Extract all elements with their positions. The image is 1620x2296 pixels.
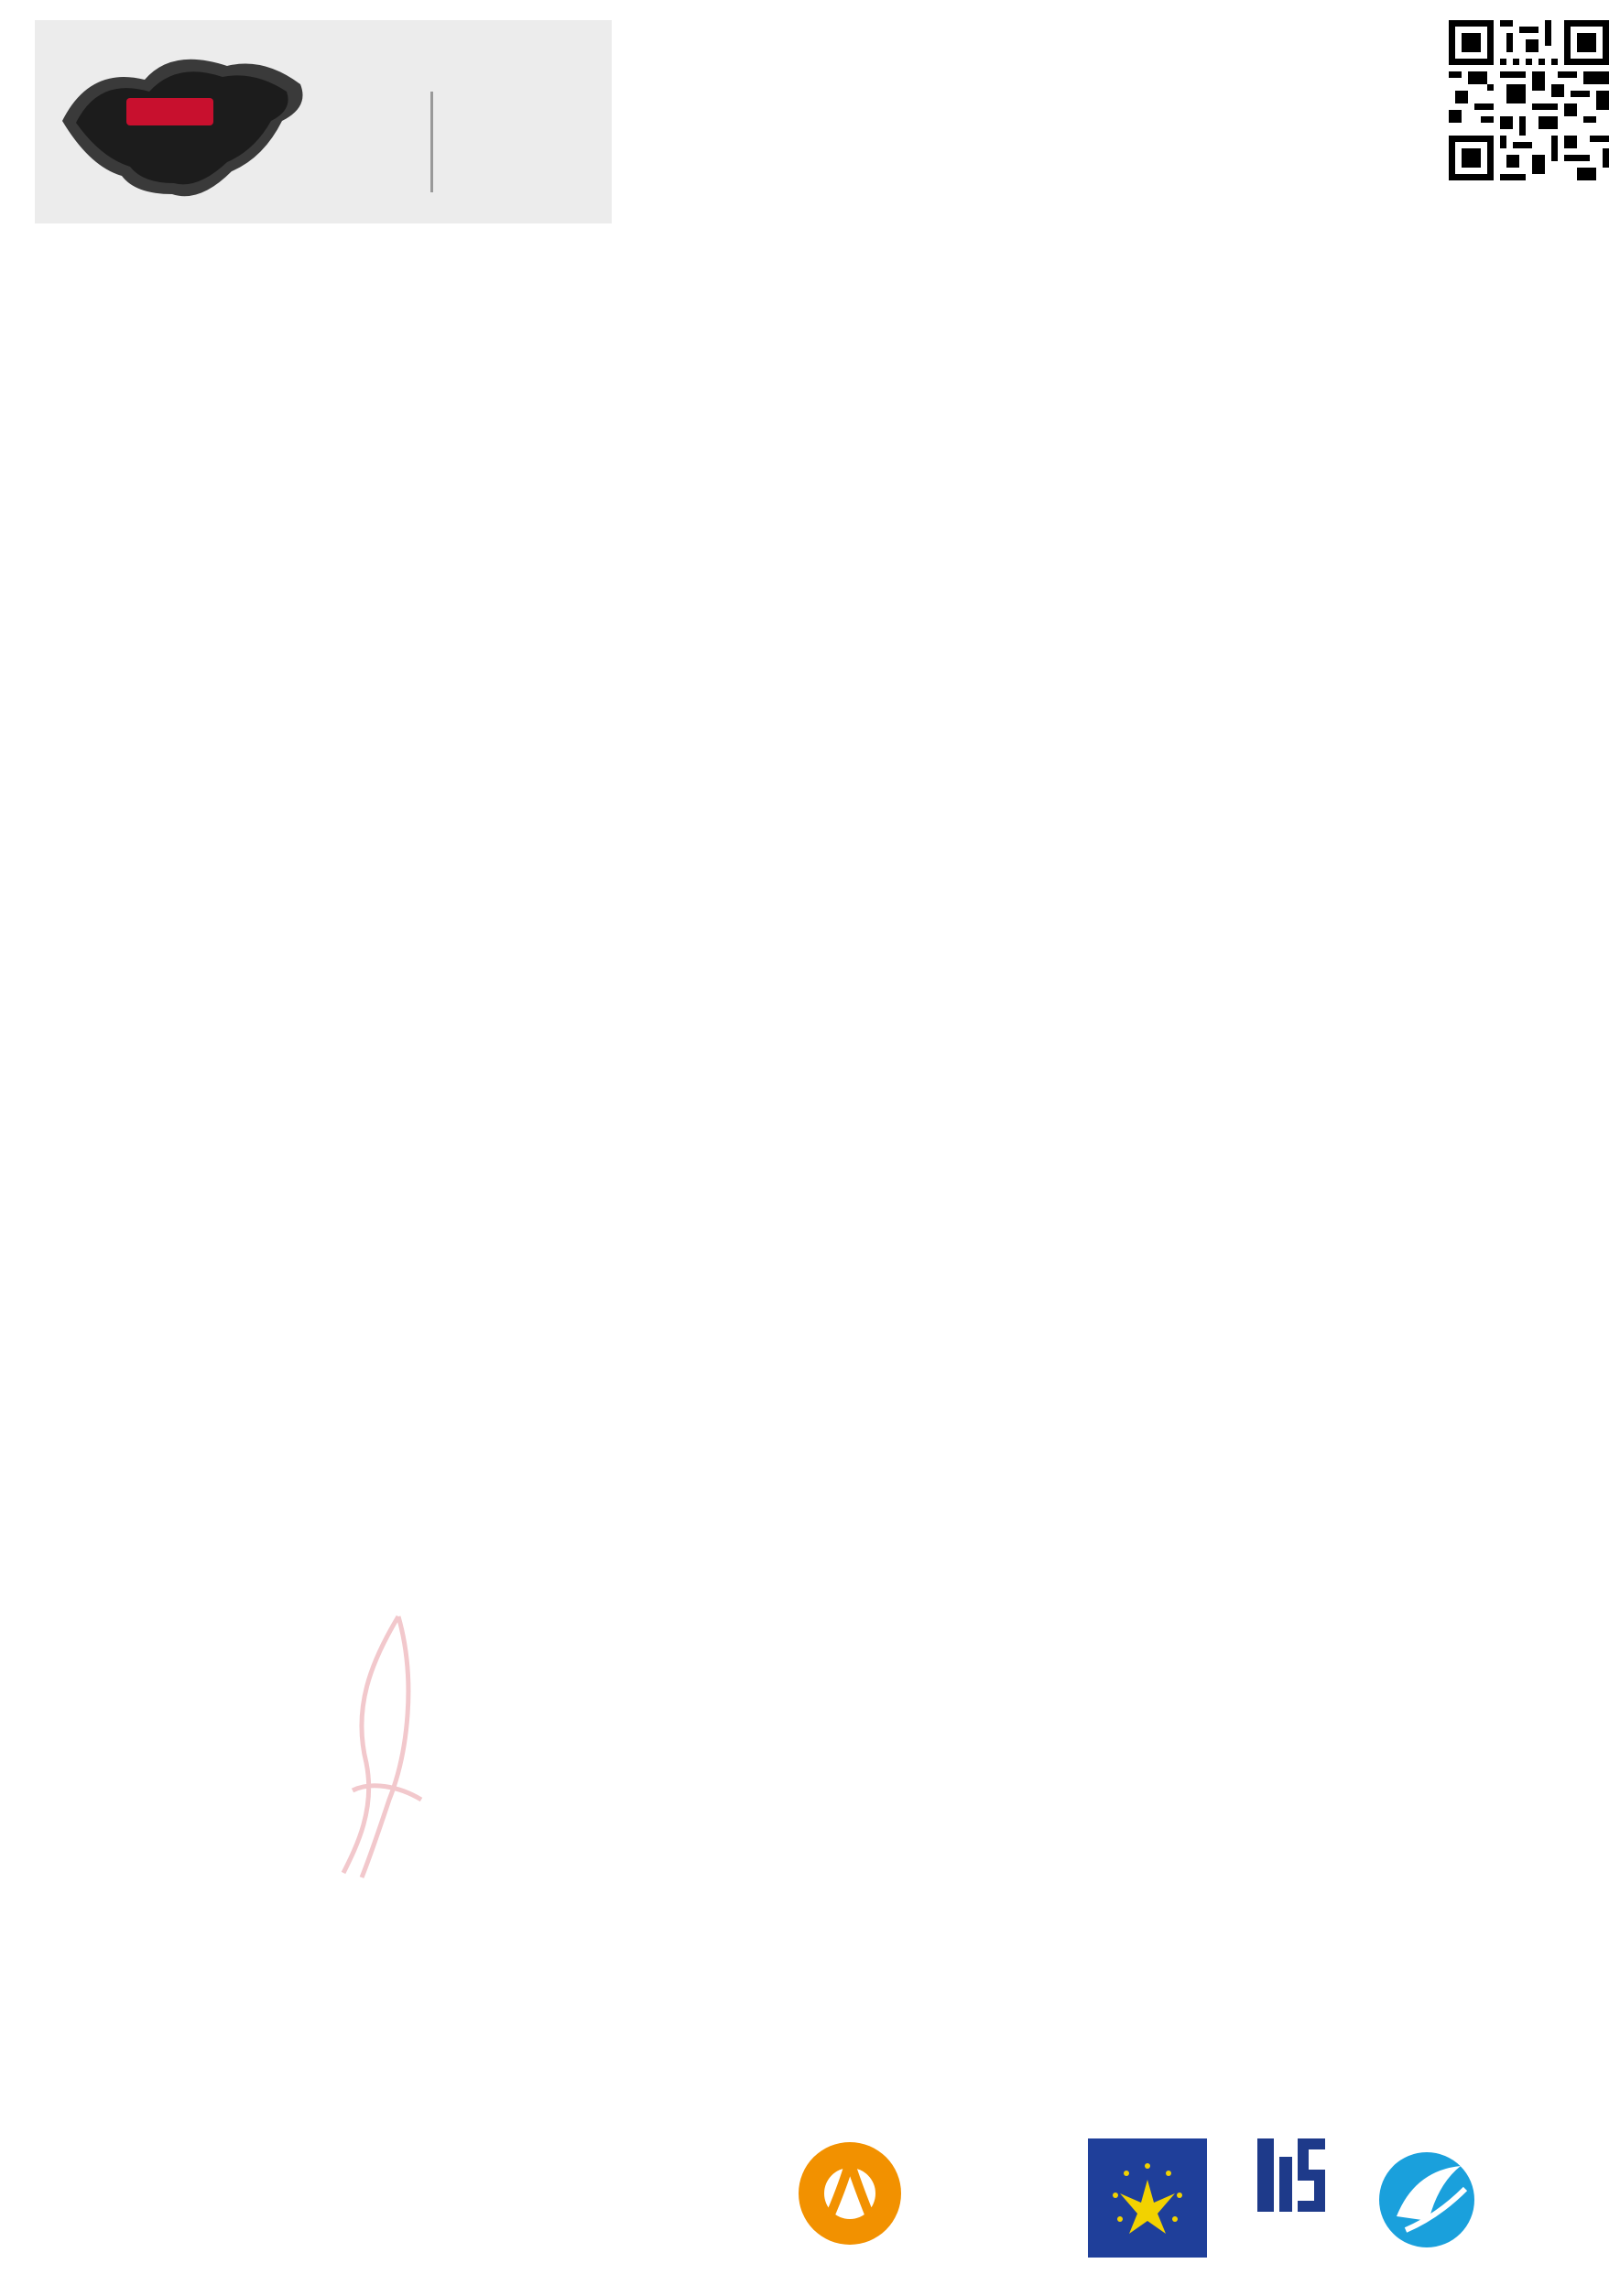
qr-code-icon [1449, 20, 1609, 180]
federation-logo [35, 20, 612, 223]
europe-speleo-emblem-icon [1088, 2138, 1207, 2258]
cave-silhouette-icon [35, 20, 612, 223]
uis-emblem-icon [1250, 2138, 1332, 2216]
logo-divider [430, 92, 433, 192]
signature-mark-icon [334, 1607, 435, 1882]
cec-emblem-icon [793, 2129, 912, 2258]
fic-emblem-icon [1374, 2134, 1484, 2258]
